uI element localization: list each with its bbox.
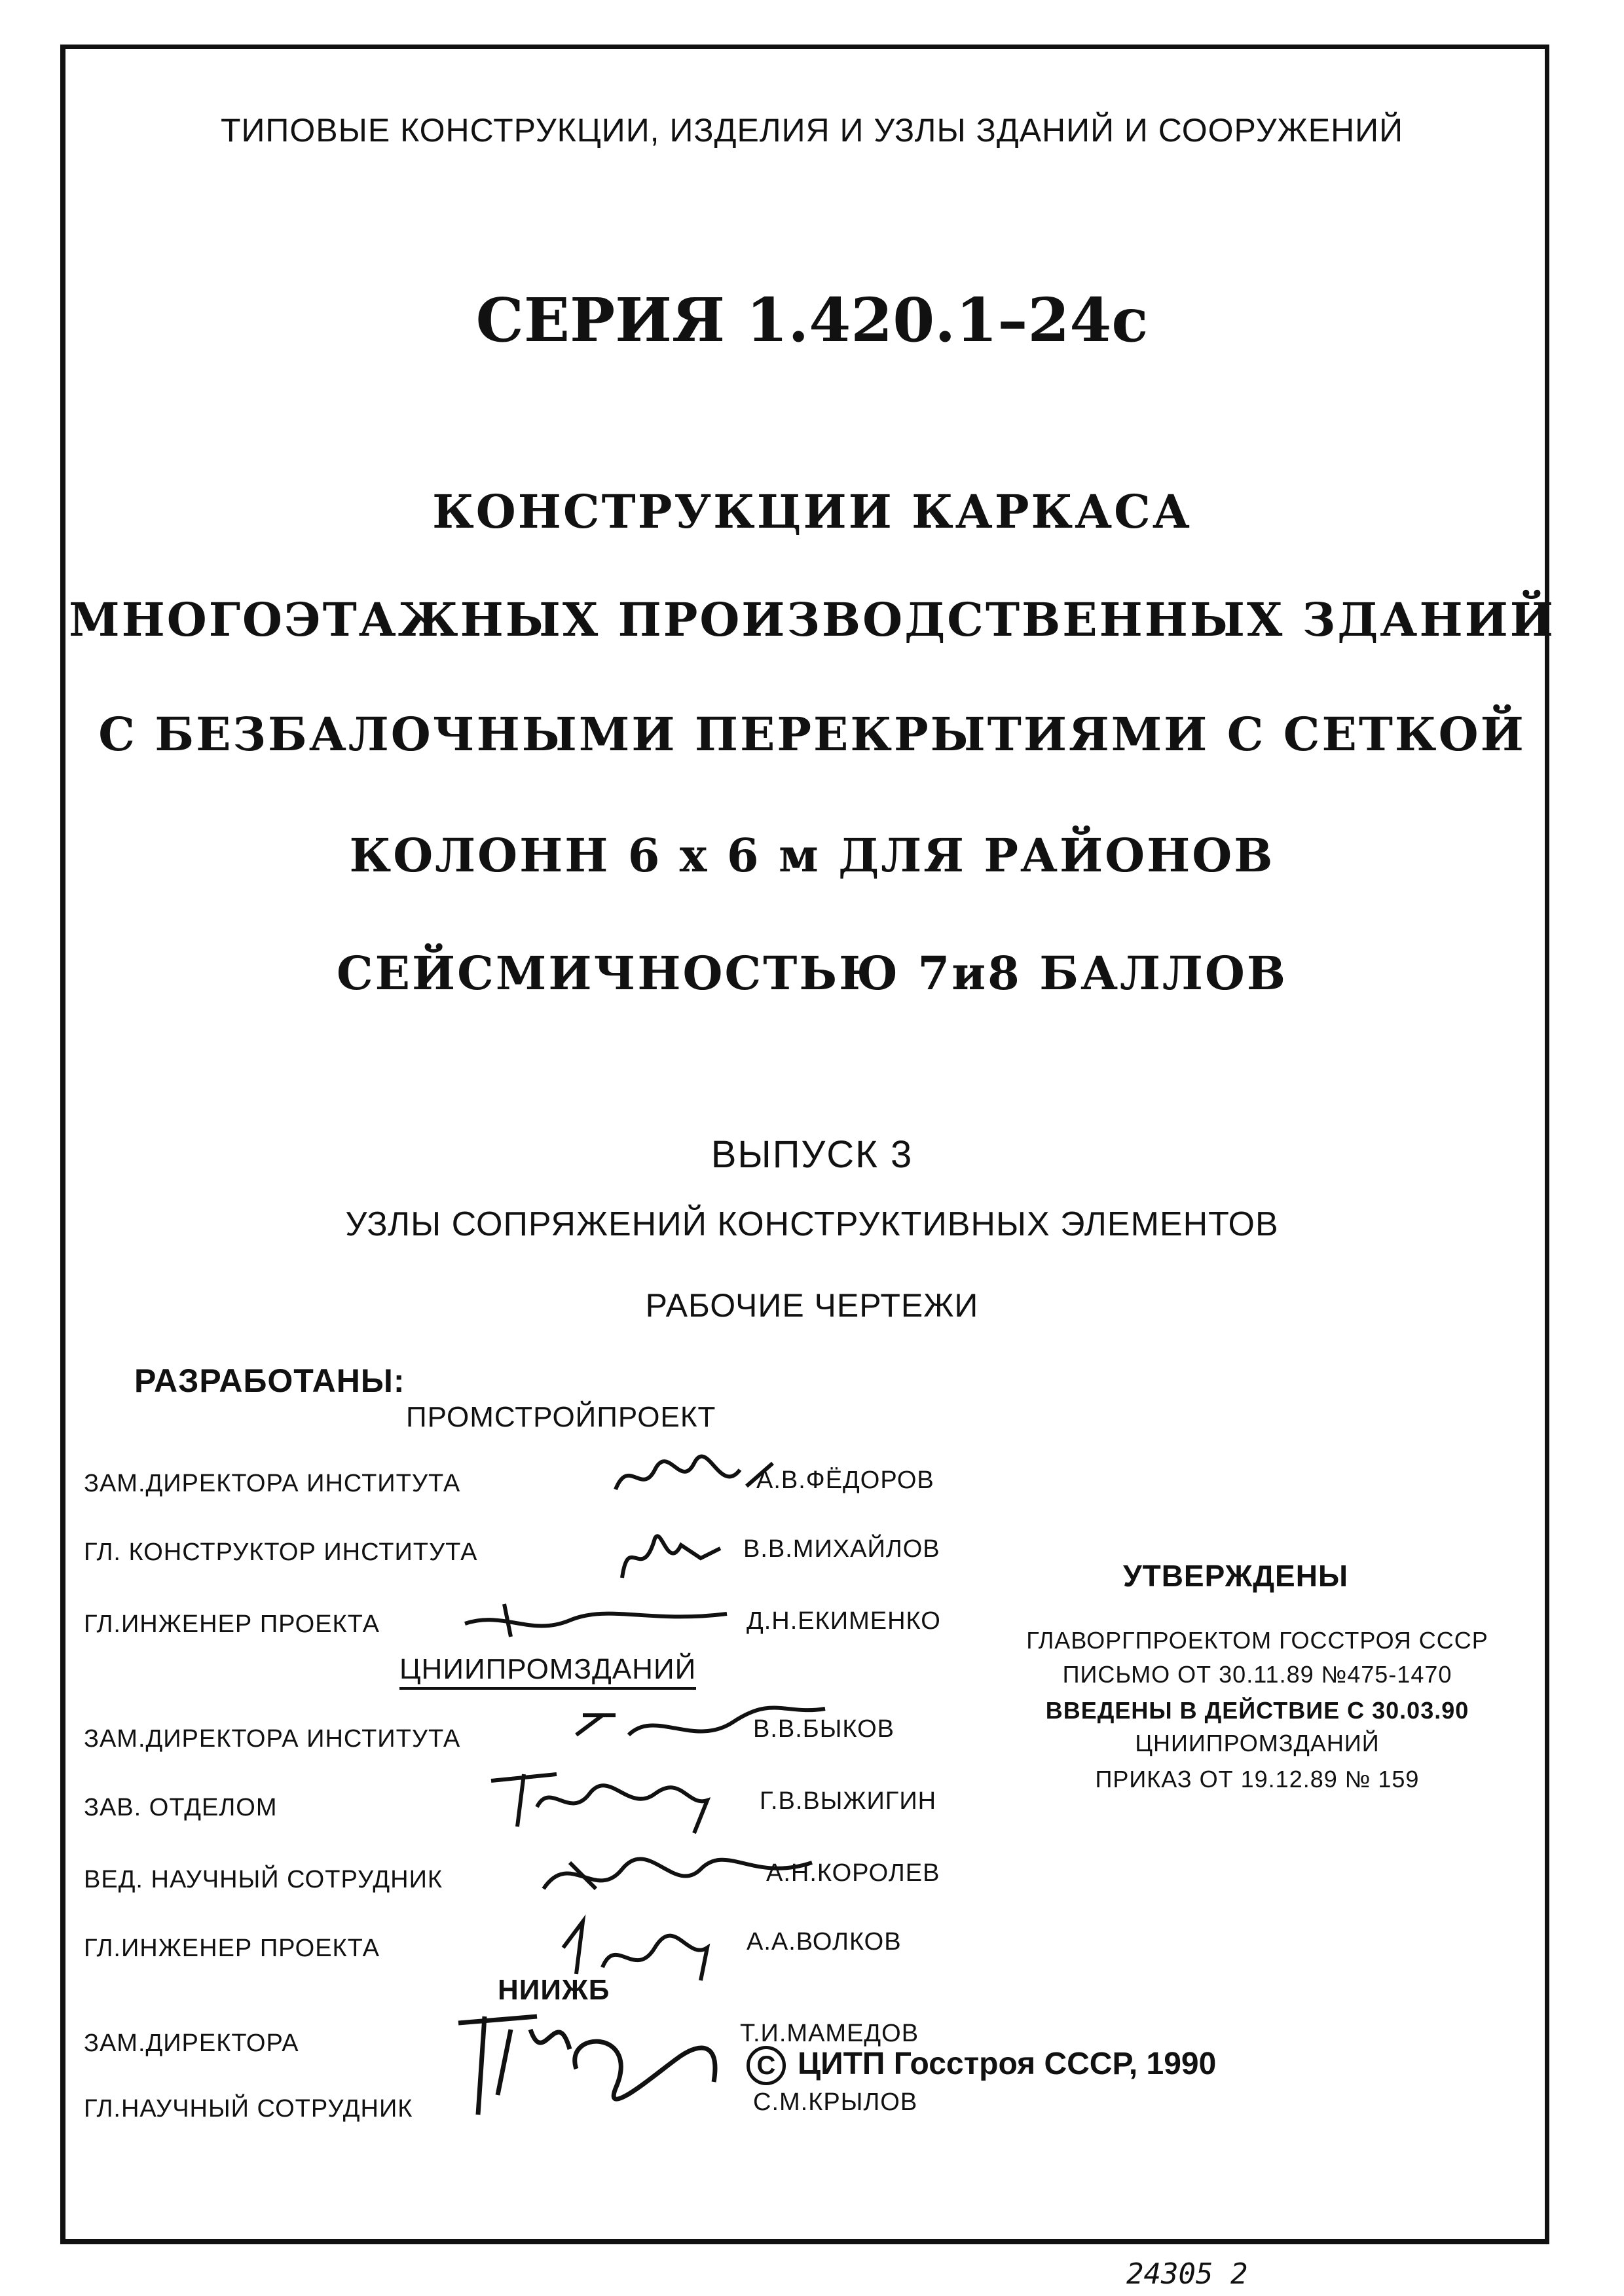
title-line-5: СЕЙСМИЧНОСТЬЮ 7и8 БАЛЛОВ [336,946,1288,1000]
approved-line: ЦНИИПРОМЗДАНИЙ [1135,1730,1380,1757]
staff-role: ВЕД. НАУЧНЫЙ СОТРУДНИК [84,1866,443,1893]
title-line-3: С БЕЗБАЛОЧНЫМИ ПЕРЕКРЫТИЯМИ С СЕТКОЙ [98,707,1526,761]
approved-heading: УТВЕРЖДЕНЫ [1123,1559,1348,1593]
staff-role: ГЛ.ИНЖЕНЕР ПРОЕКТА [84,1935,380,1962]
approved-line: ПИСЬМО ОТ 30.11.89 №475-1470 [1062,1661,1452,1688]
approved-line: ПРИКАЗ ОТ 19.12.89 № 159 [1095,1766,1420,1793]
signature-mikhaylov [609,1519,779,1591]
signature-korolev [530,1836,832,1908]
staff-role: ГЛ. КОНСТРУКТОР ИНСТИТУТА [84,1539,478,1566]
issue-subject: УЗЛЫ СОПРЯЖЕНИЙ КОНСТРУКТИВНЫХ ЭЛЕМЕНТОВ [345,1205,1279,1243]
signature-vyzhigin [478,1755,740,1840]
org-name-tsniipromzdaniy: ЦНИИПРОМЗДАНИЙ [399,1653,696,1690]
staff-name: Г.В.ВЫЖИГИН [760,1787,937,1815]
staff-name: В.В.МИХАЙЛОВ [743,1535,940,1563]
staff-name: С.М.КРЫЛОВ [753,2088,918,2116]
staff-role: ГЛ.НАУЧНЫЙ СОТРУДНИК [84,2095,413,2123]
signature-volkov [544,1908,740,1987]
title-line-2: МНОГОЭТАЖНЫХ ПРОИЗВОДСТВЕННЫХ ЗДАНИЙ [69,592,1555,647]
staff-name: А.А.ВОЛКОВ [747,1928,902,1956]
issue-kind: РАБОЧИЕ ЧЕРТЕЖИ [645,1287,979,1324]
developed-heading: РАЗРАБОТАНЫ: [134,1362,405,1399]
staff-name: Д.Н.ЕКИМЕНКО [747,1607,941,1635]
footer-code: 24305 2 [1126,2257,1248,2291]
staff-name: А.В.ФЁДОРОВ [756,1467,934,1494]
signature-mamedov-krylov [445,1990,733,2134]
staff-role: ЗАМ.ДИРЕКТОРА ИНСТИТУТА [84,1725,461,1753]
org-name-promstroyproekt: ПРОМСТРОЙПРОЕКТ [406,1401,716,1433]
staff-role: ЗАВ. ОТДЕЛОМ [84,1794,278,1821]
staff-name: Т.И.МАМЕДОВ [740,2020,919,2047]
approved-line: ГЛАВОРГПРОЕКТОМ ГОССТРОЯ СССР [1026,1627,1488,1654]
series-number: СЕРИЯ 1.420.1–24с [475,285,1149,355]
header-top-line: ТИПОВЫЕ КОНСТРУКЦИИ, ИЗДЕЛИЯ И УЗЛЫ ЗДАНИЙ И СООРУЖЕНИЙ [220,112,1404,149]
copyright-text: ЦИТП Госстроя СССР, 1990 [798,2047,1217,2081]
staff-name: А.Н.КОРОЛЕВ [766,1859,940,1887]
staff-role: ЗАМ.ДИРЕКТОРА ИНСТИТУТА [84,1470,461,1497]
staff-name: В.В.БЫКОВ [753,1715,895,1743]
title-line-1: КОНСТРУКЦИИ КАРКАСА [432,484,1192,539]
copyright [747,2046,1216,2085]
signature-bykov [563,1689,838,1755]
staff-role: ЗАМ.ДИРЕКТОРА [84,2030,299,2057]
approved-line: ВВЕДЕНЫ В ДЕЙСТВИЕ С 30.03.90 [1045,1697,1469,1724]
signature-fedorov [609,1450,858,1509]
title-line-4: КОЛОНН 6 х 6 м ДЛЯ РАЙОНОВ [349,828,1275,883]
signature-ekimenko [452,1584,740,1650]
copyright-icon: C [747,2046,786,2085]
issue-number: ВЫПУСК 3 [710,1133,913,1176]
staff-role: ГЛ.ИНЖЕНЕР ПРОЕКТА [84,1611,380,1638]
org-name-niizhb: НИИЖБ [498,1974,610,2006]
